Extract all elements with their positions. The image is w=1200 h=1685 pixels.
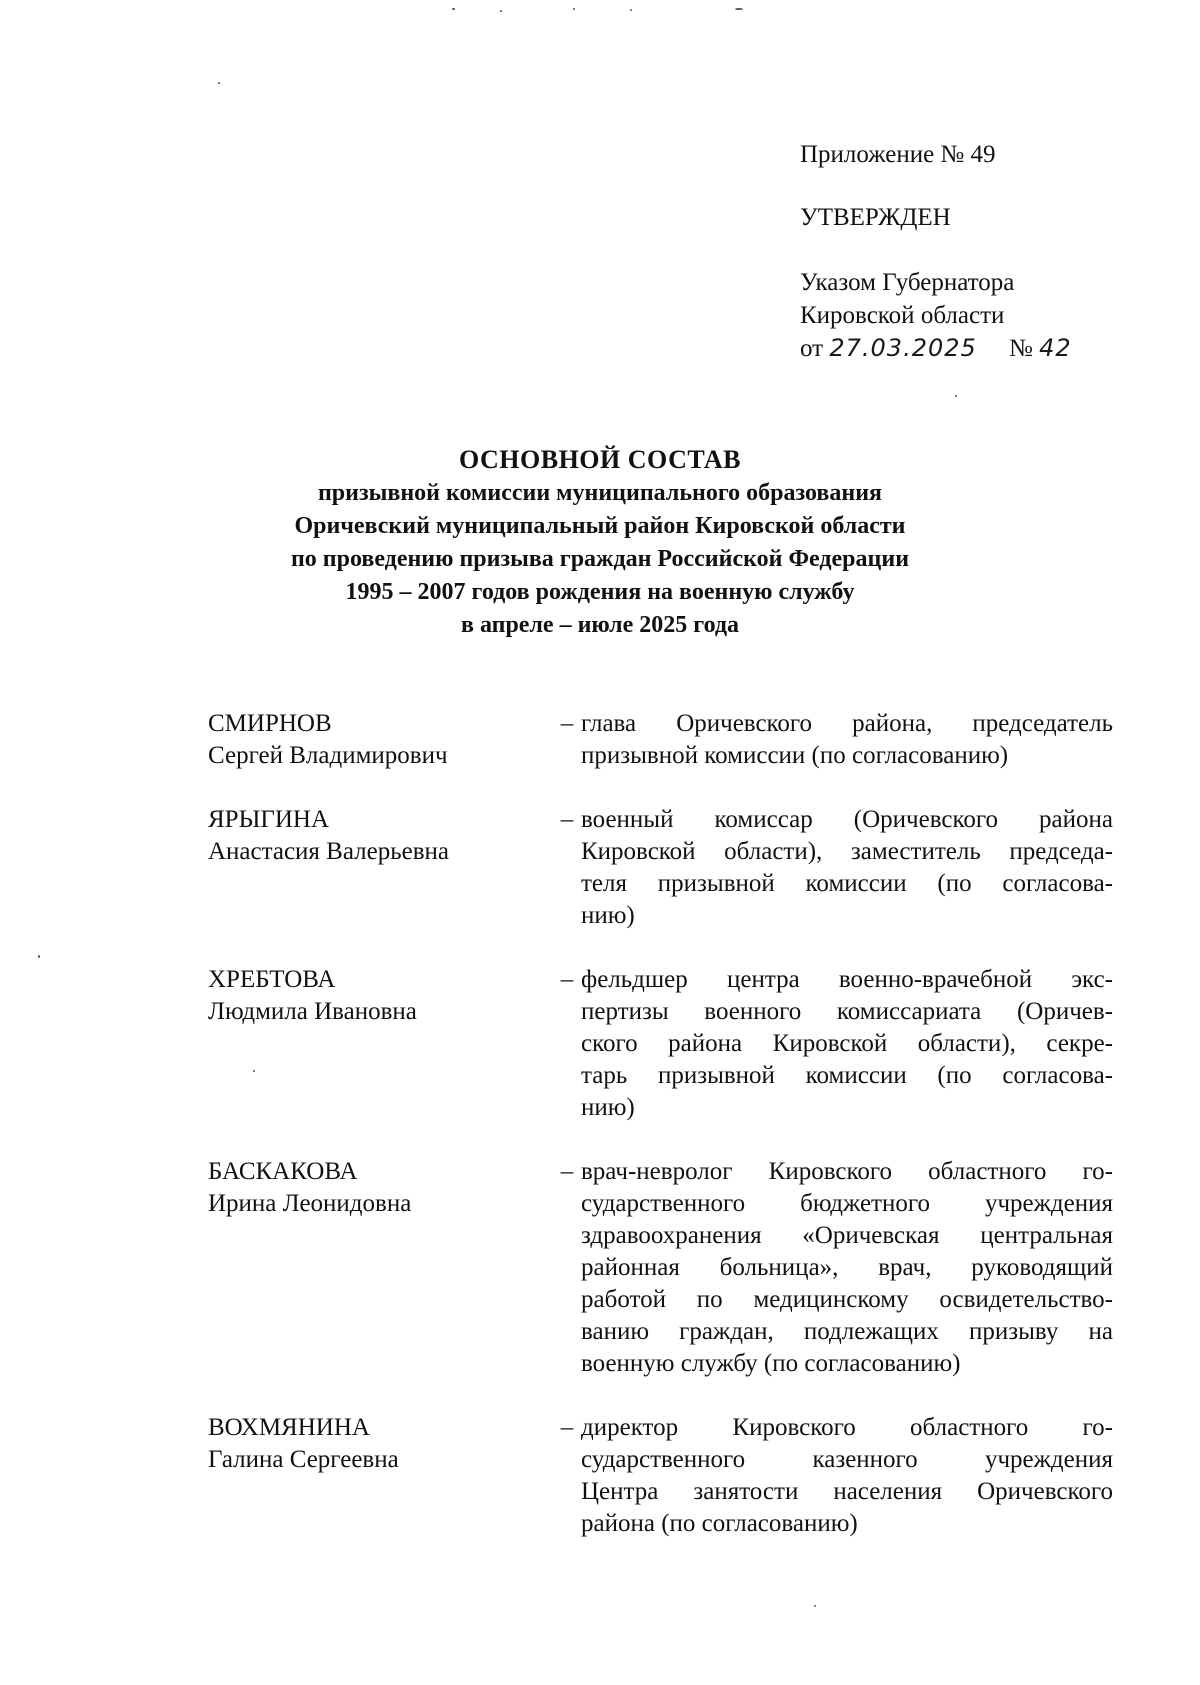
handwritten-date: 27.03.2025 xyxy=(829,334,977,362)
role-line: Кировской области), заместитель председа- xyxy=(581,838,1113,865)
role-line: теля призывной комиссии (по согласова- xyxy=(581,870,1113,897)
separator-dash: – xyxy=(560,1414,574,1441)
role-line: военную службу (по согласованию) xyxy=(581,1350,961,1377)
scan-speck xyxy=(452,8,455,10)
role-line: директор Кировского областного го- xyxy=(581,1414,1113,1441)
member-surname: БАСКАКОВА xyxy=(208,1158,358,1185)
appendix-number: Приложение № 49 xyxy=(800,141,996,168)
separator-dash: – xyxy=(560,1158,574,1185)
scan-speck xyxy=(218,82,220,84)
separator-dash: – xyxy=(560,710,574,737)
role-line: сударственного казенного учреждения xyxy=(581,1446,1113,1473)
handwritten-number: 42 xyxy=(1039,334,1072,362)
member-entry xyxy=(208,708,1126,772)
member-role xyxy=(581,964,1113,1124)
member-name xyxy=(208,964,553,1028)
scan-speck xyxy=(38,955,40,958)
approval-block xyxy=(800,138,1140,365)
decree-line-1: Указом Губернатора xyxy=(800,269,1015,296)
member-name xyxy=(208,1156,553,1220)
role-line: работой по медицинскому освидетельство- xyxy=(581,1286,1113,1313)
member-role xyxy=(581,1412,1113,1540)
role-line: глава Оричевского района, председатель xyxy=(581,710,1113,737)
scan-speck xyxy=(735,8,743,10)
title-line: призывной комиссии муниципального образования xyxy=(317,480,883,506)
role-line: сударственного бюджетного учреждения xyxy=(581,1190,1113,1217)
role-line: нию) xyxy=(581,1094,635,1121)
member-name xyxy=(208,708,553,772)
member-name xyxy=(208,1412,553,1476)
member-surname: СМИРНОВ xyxy=(208,710,332,737)
scan-speck xyxy=(630,9,632,11)
member-entry xyxy=(208,1412,1126,1540)
member-role xyxy=(581,708,1113,772)
scan-speck xyxy=(573,8,575,10)
title-line: в апреле – июле 2025 года xyxy=(460,612,740,638)
date-prefix: от xyxy=(800,335,824,362)
role-line: призывной комиссии (по согласованию) xyxy=(581,742,1009,769)
role-line: военный комиссар (Оричевского района xyxy=(581,806,1113,833)
separator-dash: – xyxy=(560,806,574,833)
decree-date-line xyxy=(800,332,1140,365)
member-given-names: Сергей Владимирович xyxy=(208,742,448,769)
member-surname: ЯРЫГИНА xyxy=(208,806,329,833)
scan-speck xyxy=(814,1605,816,1607)
role-line: Центра занятости населения Оричевского xyxy=(581,1478,1113,1505)
role-line: тарь призывной комиссии (по согласова- xyxy=(581,1062,1113,1089)
member-given-names: Людмила Ивановна xyxy=(208,998,417,1025)
member-name xyxy=(208,804,553,868)
member-entry xyxy=(208,804,1126,932)
commission-members-list xyxy=(208,708,1126,1540)
role-line: нию) xyxy=(581,902,635,929)
role-line: ванию граждан, подлежащих призыву на xyxy=(581,1318,1113,1345)
role-line: ского района Кировской области), секре- xyxy=(581,1030,1113,1057)
decree-line-2: Кировской области xyxy=(800,302,1005,329)
role-line: фельдшер центра военно-врачебной экс- xyxy=(581,966,1113,993)
separator-dash: – xyxy=(560,966,574,993)
member-given-names: Ирина Леонидовна xyxy=(208,1190,412,1217)
role-line: врач-невролог Кировского областного го- xyxy=(581,1158,1113,1185)
approved-stamp-text: УТВЕРЖДЕН xyxy=(800,204,951,231)
role-line: здравоохранения «Оричевская центральная xyxy=(581,1222,1113,1249)
role-line: пертизы военного комиссариата (Оричев- xyxy=(581,998,1113,1025)
title-line: по проведению призыва граждан Российской Федерации xyxy=(290,546,910,572)
role-line: района (по согласованию) xyxy=(581,1510,858,1537)
number-label: № xyxy=(1009,335,1033,362)
member-role xyxy=(581,1156,1113,1380)
role-line: районная больница», врач, руководящий xyxy=(581,1254,1113,1281)
member-given-names: Анастасия Валерьевна xyxy=(208,838,450,865)
scan-speck xyxy=(500,10,502,12)
member-entry xyxy=(208,964,1126,1124)
title-line: Оричевский муниципальный район Кировской области xyxy=(294,513,906,539)
member-given-names: Галина Сергеевна xyxy=(208,1446,399,1473)
title-line: 1995 – 2007 годов рождения на военную службу xyxy=(345,579,855,605)
member-surname: ХРЕБТОВА xyxy=(208,966,336,993)
main-title: ОСНОВНОЙ СОСТАВ xyxy=(458,445,742,474)
document-title xyxy=(200,443,1000,642)
member-role xyxy=(581,804,1113,932)
scan-speck xyxy=(955,395,957,397)
member-entry xyxy=(208,1156,1126,1380)
member-surname: ВОХМЯНИНА xyxy=(208,1414,370,1441)
